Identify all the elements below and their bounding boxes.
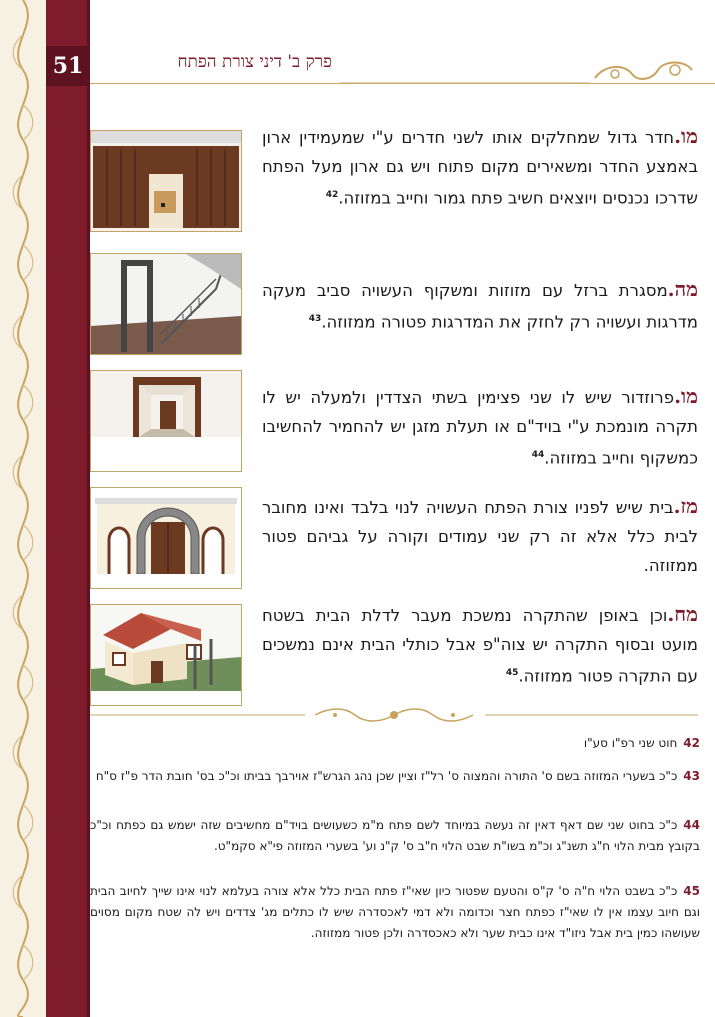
item-number: מו. (674, 384, 698, 408)
footnote-text: חוט שני רפ"ו סע"ו (583, 736, 678, 750)
item-body: מסגרת ברזל עם מזוזות ומשקוף העשויה סביב מעקה מדרגות ועשויה רק לחזק את המדרגות פטורה ממזוזה. (262, 281, 698, 332)
halacha-item (262, 492, 698, 580)
footnote-text: כ"כ בחוט שני שם דאף דאין זה נעשה במיוחד לשם פתח מ"מ כשעושים בויד"ם מחשיבים שזה ישמש גם כפתח וכ"כ בקובץ מבית הלוי ח"ג תשנ"ג וכ"מ בשו"ת שבט הלוי ח"ב ס' ק"נ וע' בשערי המזוזה פי"א סקמ"ט. (90, 818, 700, 853)
footnote (90, 815, 700, 857)
illustration-house-canopy (90, 604, 242, 706)
illustration-stair-frame (90, 253, 242, 355)
footnote-divider-icon (90, 705, 698, 725)
footnote-text: כ"כ בשבט הלוי ח"ה ס' ק"ס והטעם שפטור כיון שאי"ז פתח הבית כלל אלא צורה בעלמא לנוי אינו שייך לחיוב הבית וגם חיוב עצמו אין לו שאי"ז כפתח חצר וכדומה ולא דמי לאכסדרה שיש לו כתלים מג' צדדים ויש לה שטח מקום מסוים שעושהו כמין בית אבל ניזו"ד אינו כבית שער ולא כאכסדרה ולכן פטור ממזוזה. (90, 884, 700, 940)
illustration-corridor (90, 370, 242, 472)
footnote-number: 43 (683, 769, 700, 783)
item-body: בית שיש לפניו צורת הפתח העשויה לנוי בלבד ואינו מחובר לבית כלל אלא זה רק שני עמודים וקורה על גביהם פטור ממזוזה. (262, 498, 698, 575)
item-number: מז. (673, 494, 698, 518)
footnote-ref[interactable]: 44 (531, 450, 545, 460)
item-number: מה. (667, 277, 698, 301)
item-body: פרוזדור שיש לו שני פצימין בשתי הצדדין ולמעלה יש לו תקרה מונמכת ע"י בויד"ם או תעלת מזגן יש להחמיר להחשיבו כמשקוף וחייב במזוזה. (262, 388, 698, 468)
footnote-number: 45 (683, 884, 700, 898)
page-number: 51 (46, 46, 90, 86)
item-body: חדר גדול שמחלקים אותו לשני חדרים ע"י שמעמידין ארון באמצע החדר ומשאירים מקום פתוח ויש גם ארון מעל הפתח שדרכו נכנסים ויוצאים חשיב פתח גמור וחייב במזוזה. (262, 128, 698, 208)
footnote (90, 881, 700, 944)
footnote (90, 733, 700, 754)
footnote (90, 766, 700, 787)
item-number: מח. (667, 602, 698, 626)
illustration-room-divider (90, 130, 242, 232)
footnote-number: 44 (683, 818, 700, 832)
maroon-margin-band (46, 0, 90, 1017)
halacha-item (262, 600, 698, 691)
footnote-text: כ"כ בשערי המזוזה בשם ס' התורה והמצוה ס' רל"ז וציין שכן נהג הגרש"ז אוירבך בביתו וכ"כ בס' חובת הדר פ"ז ס"ח (95, 769, 678, 783)
header-flourish-icon (340, 56, 710, 86)
header-rule (90, 83, 715, 84)
halacha-item (262, 275, 698, 337)
item-number: מו. (674, 124, 698, 148)
running-title: פרק ב' דיני צורת הפתח (177, 52, 332, 72)
footnote-ref[interactable]: 42 (325, 190, 339, 200)
decorative-border (0, 0, 47, 1017)
halacha-item (262, 122, 698, 213)
item-body: וכן באופן שהתקרה נמשכת מעבר לדלת הבית בשטח מועט ובסוף התקרה יש צוה"פ אבל כותלי הבית אינם נמשכים עם התקרה פטור ממזוזה. (262, 606, 698, 686)
footnote-number: 42 (683, 736, 700, 750)
footnote-ref[interactable]: 43 (308, 314, 322, 324)
footnote-ref[interactable]: 45 (505, 668, 519, 678)
vine-ornament-icon (4, 0, 42, 1017)
halacha-item (262, 382, 698, 473)
illustration-decorative-arch (90, 487, 242, 589)
